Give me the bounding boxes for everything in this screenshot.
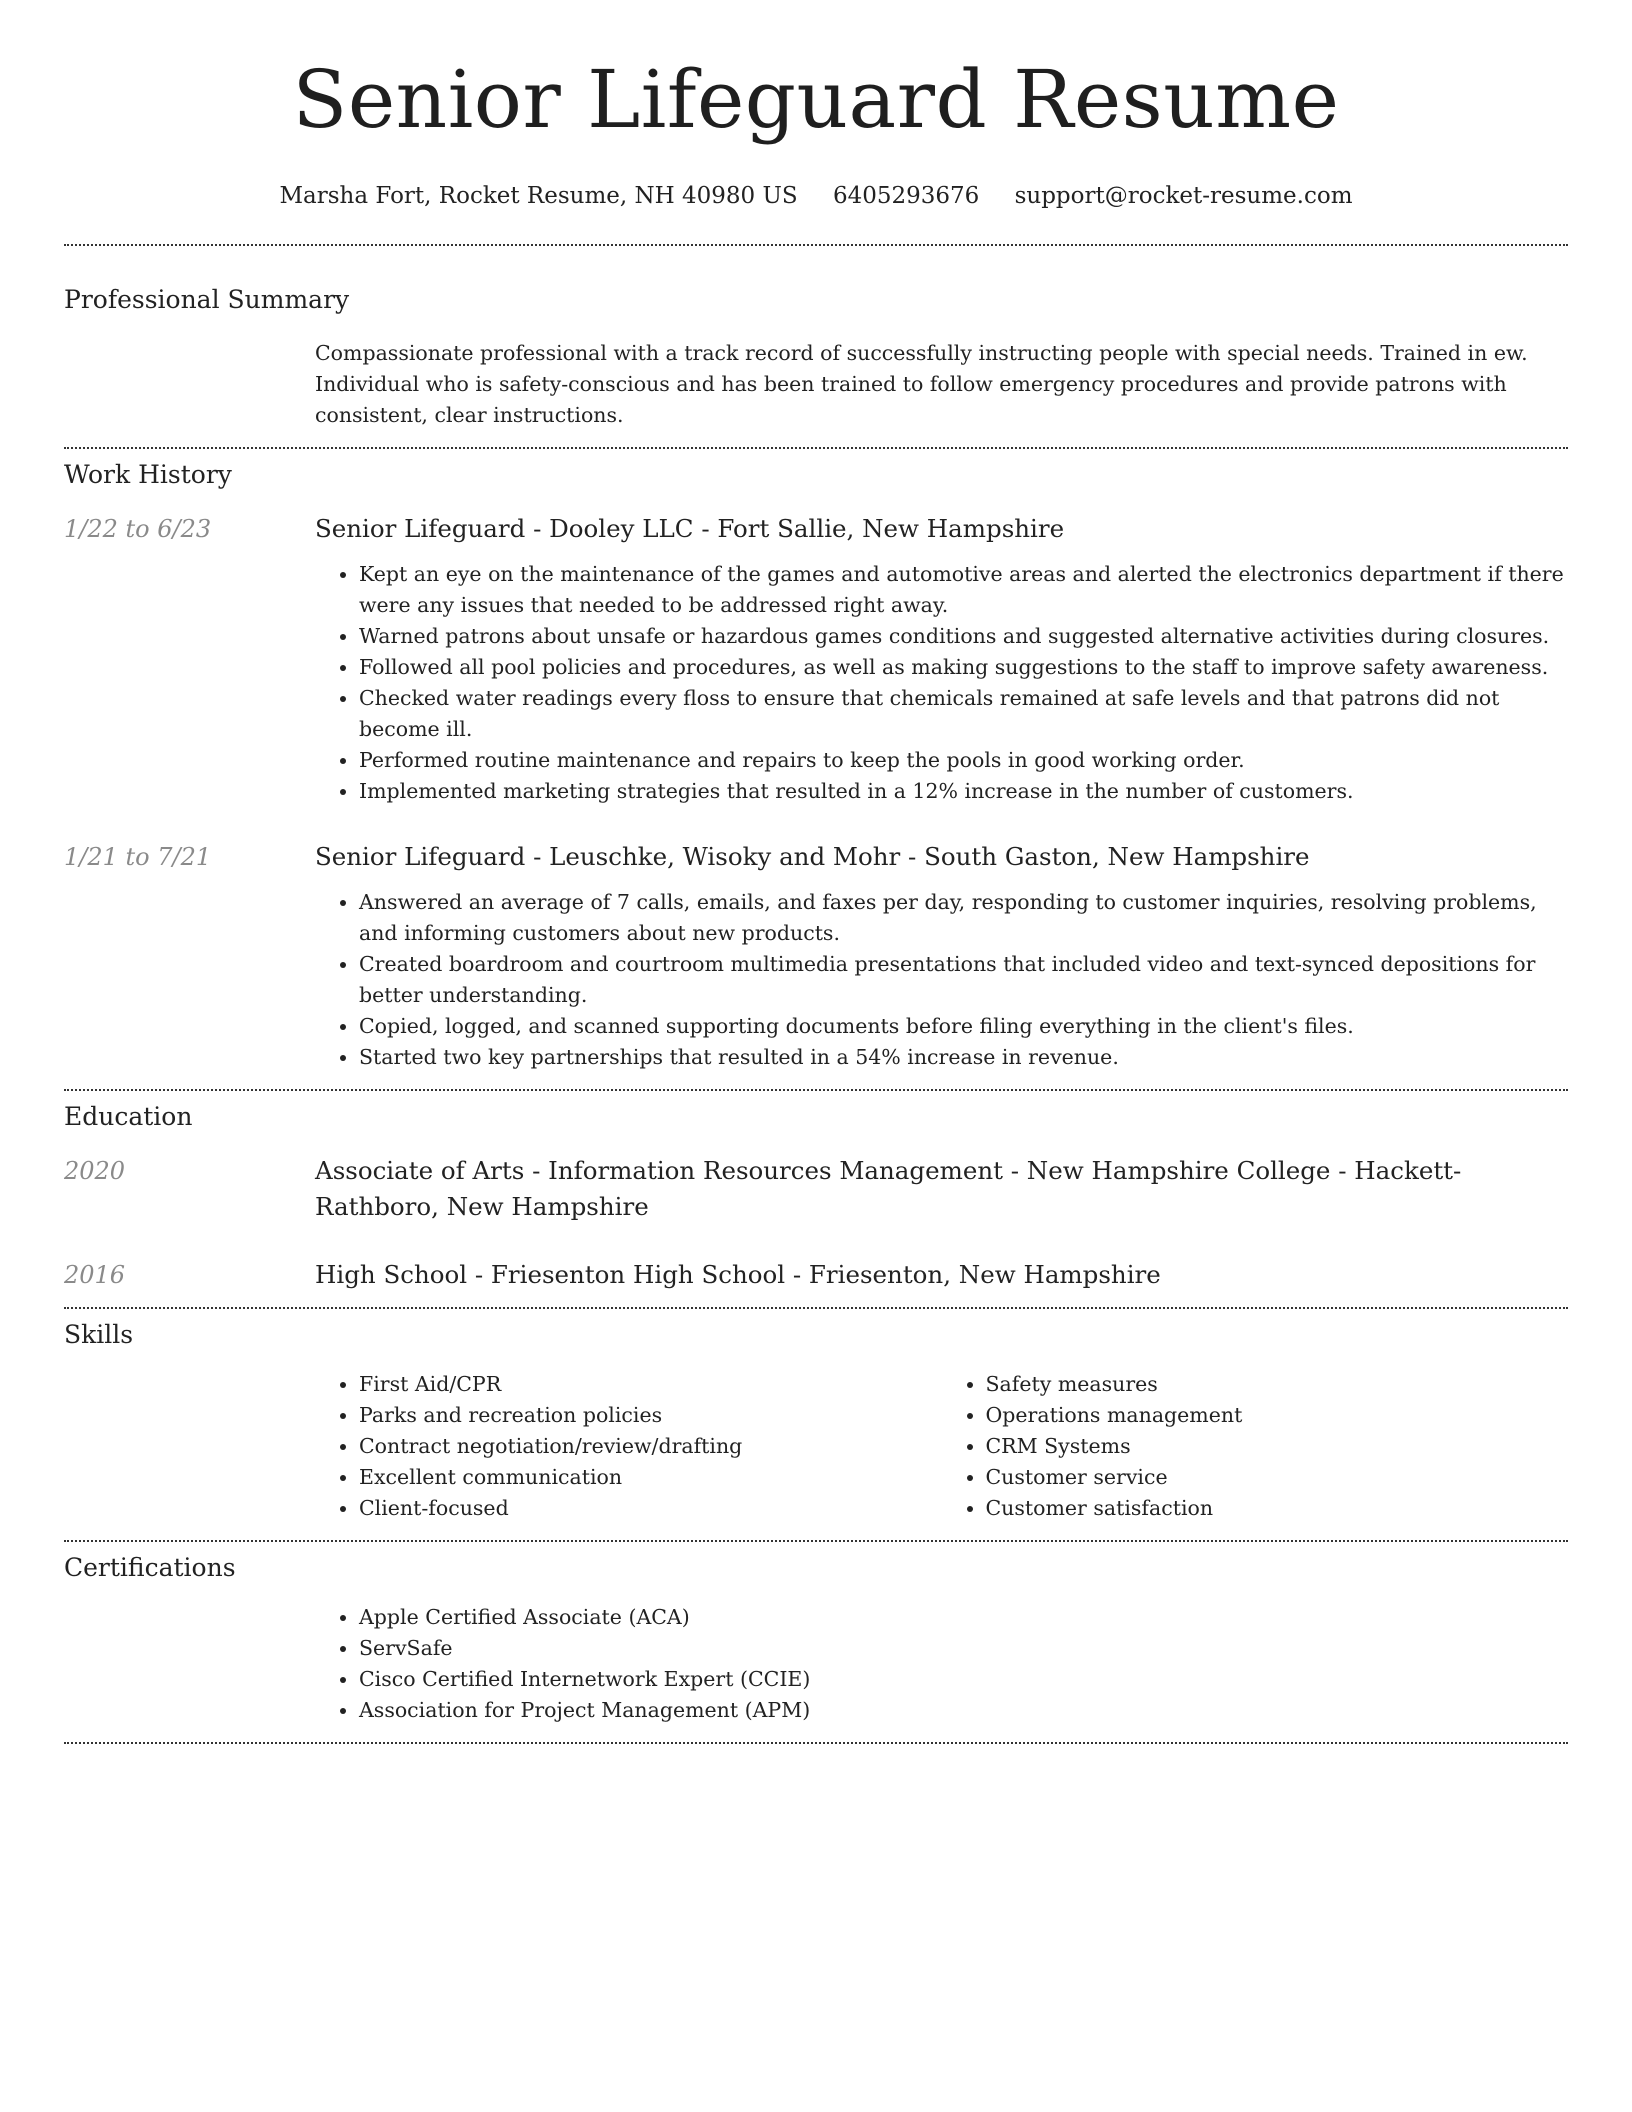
job-entry: [64, 511, 1568, 807]
education-heading: Education: [64, 1102, 193, 1131]
skills-section: [64, 1309, 1568, 1540]
certifications-heading: Certifications: [64, 1553, 236, 1582]
list-item: • Cisco Certified Internetwork Expert (CCIE): [359, 1664, 1568, 1695]
education-detail: [315, 1153, 1568, 1225]
list-item: • CRM Systems: [986, 1431, 1569, 1462]
education-entry: [64, 1257, 1568, 1293]
resume-header: [64, 0, 1568, 212]
list-item: • Followed all pool policies and procedures, as well as making suggestions to the staff to improve safety awareness.: [359, 652, 1568, 683]
list-item: • Started two key partnerships that resulted in a 54% increase in revenue.: [359, 1042, 1568, 1073]
job-title: Senior Lifeguard - Dooley LLC - Fort Sallie, New Hampshire: [315, 514, 1065, 543]
school-info: - Friesenton High School - Friesenton, New Hampshire: [467, 1260, 1161, 1289]
list-item: • Contract negotiation/review/drafting: [359, 1431, 942, 1462]
list-item: • Implemented marketing strategies that resulted in a 12% increase in the number of customers.: [359, 776, 1568, 807]
contact-line: [64, 180, 1568, 212]
skills-list-left: [315, 1369, 942, 1524]
certifications-section: [64, 1542, 1568, 1742]
education-year: 2020: [64, 1157, 126, 1185]
work-heading: Work History: [64, 460, 232, 489]
job-bullets: [315, 559, 1568, 807]
work-section: [64, 449, 1568, 1089]
list-item: • Association for Project Management (APM): [359, 1695, 1568, 1726]
job-dates: 1/21 to 7/21: [64, 843, 212, 871]
resume-title: Senior Lifeguard Resume: [292, 53, 1340, 146]
list-item: • Kept an eye on the maintenance of the games and automotive areas and alerted the electronics department if there were any issues that needed to be addressed right away.: [359, 559, 1568, 621]
certifications-list: [315, 1602, 1568, 1726]
degree-name: High School: [315, 1260, 468, 1289]
list-item: • Customer satisfaction: [986, 1493, 1569, 1524]
list-item: • Client-focused: [359, 1493, 942, 1524]
summary-section: [64, 246, 1568, 447]
skills-list-right: [942, 1369, 1569, 1524]
education-year: 2016: [64, 1261, 126, 1289]
skills-heading: Skills: [64, 1320, 134, 1349]
education-entry: [64, 1153, 1568, 1225]
list-item: • First Aid/CPR: [359, 1369, 942, 1400]
job-dates: 1/22 to 6/23: [64, 515, 212, 543]
school-info: - New Hampshire College - Hackett-Rathboro, New Hampshire: [315, 1156, 1462, 1221]
list-item: • Checked water readings every floss to ensure that chemicals remained at safe levels and that patrons did not become ill.: [359, 683, 1568, 745]
job-title: Senior Lifeguard - Leuschke, Wisoky and Mohr - South Gaston, New Hampshire: [315, 842, 1310, 871]
section-divider: [64, 1742, 1568, 1744]
education-detail: [315, 1257, 1568, 1293]
contact-email: support@rocket-resume.com: [1014, 183, 1353, 209]
resume-page: [64, 0, 1568, 1744]
list-item: • Safety measures: [986, 1369, 1569, 1400]
list-item: • Performed routine maintenance and repairs to keep the pools in good working order.: [359, 745, 1568, 776]
contact-phone: 6405293676: [832, 183, 980, 209]
list-item: • Created boardroom and courtroom multimedia presentations that included video and text-synced depositions for better understanding.: [359, 949, 1568, 1011]
education-section: [64, 1091, 1568, 1307]
list-item: • Apple Certified Associate (ACA): [359, 1602, 1568, 1633]
contact-address: Marsha Fort, Rocket Resume, NH 40980 US: [279, 183, 798, 209]
summary-heading: Professional Summary: [64, 285, 350, 314]
list-item: • ServSafe: [359, 1633, 1568, 1664]
list-item: • Customer service: [986, 1462, 1569, 1493]
list-item: • Copied, logged, and scanned supporting documents before filing everything in the client's files.: [359, 1011, 1568, 1042]
list-item: • Answered an average of 7 calls, emails, and faxes per day, responding to customer inquiries, resolving problems, and informing customers about new products.: [359, 887, 1568, 949]
degree-name: Associate of Arts - Information Resources Management: [315, 1156, 1003, 1185]
summary-text: Compassionate professional with a track record of successfully instructing people with special needs. Trained in ew. Individual who is safety-conscious and has been trained to follow emergency procedures and provide patrons with consistent, clear instructions.: [315, 341, 1528, 427]
job-bullets: [315, 887, 1568, 1073]
job-entry: [64, 839, 1568, 1073]
list-item: • Operations management: [986, 1400, 1569, 1431]
list-item: • Parks and recreation policies: [359, 1400, 942, 1431]
list-item: • Excellent communication: [359, 1462, 942, 1493]
list-item: • Warned patrons about unsafe or hazardous games conditions and suggested alternative activities during closures.: [359, 621, 1568, 652]
